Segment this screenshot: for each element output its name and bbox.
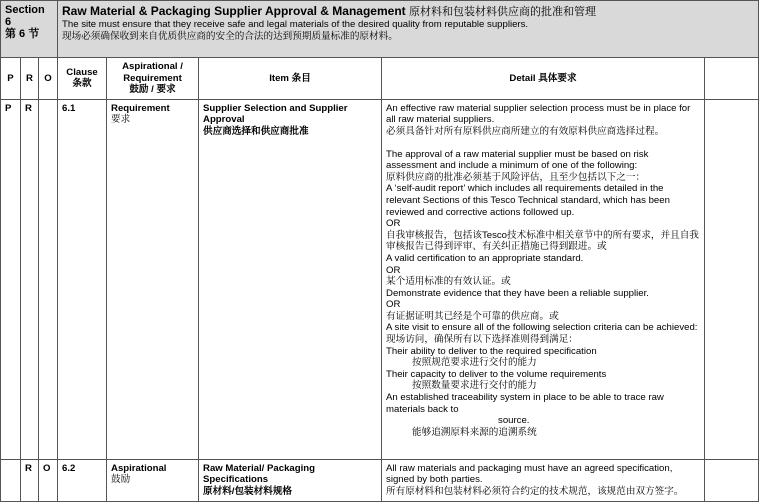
detail-line: Their capacity to deliver to the volume requirements [386, 368, 607, 380]
row-aspirational-cn: 鼓励 [111, 474, 131, 486]
detail-line: 自我审核报告，包括该Tesco技术标准中相关章节中的所有要求，并且自我审核报告已得到评审、有关纠正措施已得到跟进。或 [386, 229, 699, 253]
detail-line: A valid certification to an appropriate standard. [386, 252, 584, 264]
detail-line: OR [386, 299, 401, 311]
section-label: Section 6 [5, 4, 45, 28]
section-intro-cn: 现场必须确保收到来自优质供应商的安全的合法的达到预期质量标准的原材料。 [62, 30, 398, 42]
detail-line: 所有原材料和包装材料必须符合约定的技术规范，该规范由双方签字。 [386, 485, 684, 497]
row-aspirational-en: Aspirational [111, 462, 167, 474]
table-row [1, 459, 759, 501]
row-detail [382, 99, 705, 459]
col-header-aspirational-en: Aspirational / Requirement [122, 61, 183, 84]
detail-line: 按照数量要求进行交付的能力 [412, 380, 537, 392]
col-header-extra [705, 58, 759, 100]
row-aspirational [107, 99, 199, 459]
row-detail [382, 459, 705, 501]
col-header-p: P [1, 58, 21, 100]
section-label-cn: 第 6 节 [5, 28, 40, 40]
detail-line: 有证据证明其已经是个可靠的供应商。或 [386, 310, 559, 322]
row-item-en: Raw Material/ Packaging Specifications [203, 462, 315, 486]
col-header-r: R [21, 58, 39, 100]
detail-line: 必须具备针对所有原料供应商所建立的有效原料供应商选择过程。 [386, 125, 665, 137]
section-title [62, 4, 754, 19]
section-header-row [1, 1, 759, 58]
detail-line: OR [386, 218, 401, 230]
row-clause: 6.2 [58, 459, 107, 501]
col-header-detail: Detail 具体要求 [382, 58, 705, 100]
row-aspirational-en: Requirement [111, 102, 170, 114]
row-item-en: Supplier Selection and Supplier Approval [203, 102, 348, 126]
row-p-flag [1, 459, 21, 501]
col-header-aspirational [107, 58, 199, 100]
detail-line: 按照规范要求进行交付的能力 [412, 357, 537, 369]
section-intro-en: The site must ensure that they receive safe and legal materials of the desired quality from reputable suppliers. [62, 19, 529, 30]
detail-line: source. [498, 415, 530, 427]
detail-line: 现场访问，确保所有以下选择准则得到满足： [386, 334, 578, 346]
section-label-cell [1, 1, 58, 58]
col-header-aspirational-cn: 鼓励 / 要求 [129, 84, 176, 96]
table-row [1, 99, 759, 459]
detail-line: A site visit to ensure all of the following selection criteria can be achieved: [386, 322, 698, 334]
row-item-cn: 供应商选择和供应商批准 [203, 125, 309, 137]
section-title-cell [58, 1, 759, 58]
detail-line: 原料供应商的批准必须基于风险评估，且至少包括以下之一： [386, 171, 646, 183]
row-clause: 6.1 [58, 99, 107, 459]
row-r-flag: R [21, 99, 39, 459]
row-o-flag [39, 99, 58, 459]
row-o-flag: O [39, 459, 58, 501]
detail-line: OR [386, 264, 401, 276]
column-header-row [1, 58, 759, 100]
col-header-o: O [39, 58, 58, 100]
detail-line: Demonstrate evidence that they have been a reliable supplier. [386, 287, 649, 299]
detail-line: 能够追溯原料来源的追溯系统 [412, 426, 537, 438]
row-aspirational-cn: 要求 [111, 114, 131, 126]
col-header-clause-en: Clause [66, 66, 98, 78]
row-r-flag: R [21, 459, 39, 501]
row-extra [705, 99, 759, 459]
section-title-en: Raw Material & Packaging Supplier Approval & Management [62, 4, 406, 18]
detail-line: Their ability to deliver to the required specification [386, 345, 597, 357]
detail-line: A ‘self-audit report’ which includes all requirements detailed in the relevant Sections of this Tesco Technical standard, which has been reviewed and corrective actions followed up. [386, 183, 670, 218]
detail-line: 某个适用标准的有效认证。或 [386, 276, 511, 288]
row-item [199, 99, 382, 459]
row-item [199, 459, 382, 501]
col-header-clause [58, 58, 107, 100]
detail-line: The approval of a raw material supplier must be based on risk assessment and include a minimum of one of the following: [386, 148, 649, 172]
row-p-flag: P [1, 99, 21, 459]
col-header-item: Item 条目 [199, 58, 382, 100]
row-aspirational [107, 459, 199, 501]
row-extra [705, 459, 759, 501]
detail-line: An established traceability system in place to be able to trace raw materials back to [386, 392, 664, 415]
section-title-cn: 原材料和包装材料供应商的批准和管理 [409, 6, 596, 18]
row-item-cn: 原材料/包装材料规格 [203, 485, 293, 497]
detail-line: All raw materials and packaging must have an agreed specification, signed by both parties. [386, 462, 673, 486]
detail-line: An effective raw material supplier selection process must be in place for all raw material suppliers. [386, 102, 691, 126]
col-header-clause-cn: 条款 [72, 78, 92, 90]
